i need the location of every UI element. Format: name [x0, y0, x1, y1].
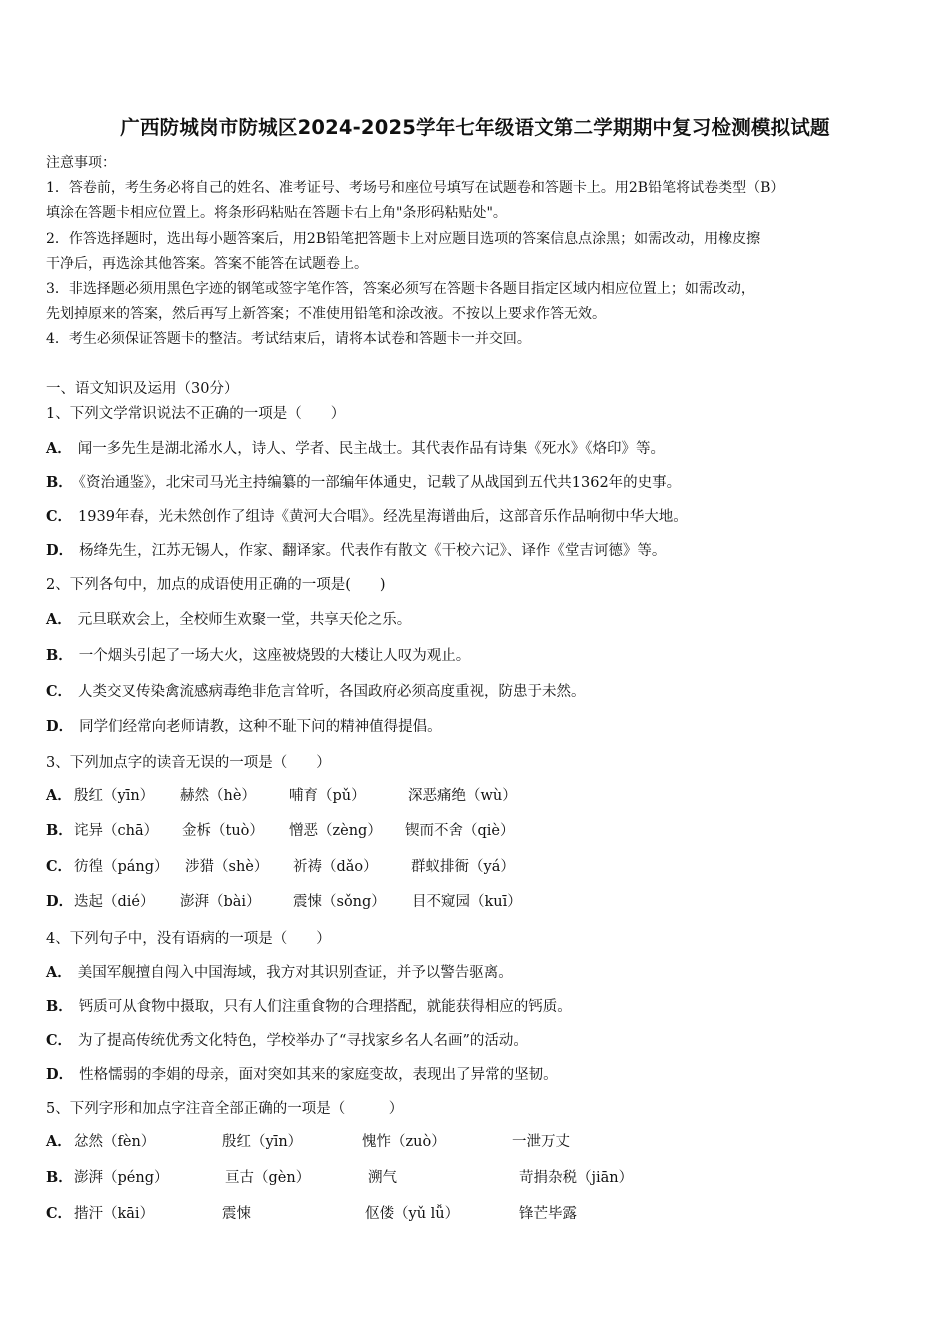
option-text: 杨绛先生，江苏无锡人，作家、翻译家。代表作有散文《干校六记》、译作《堂吉诃德》等。 [79, 543, 667, 559]
notice-line: 先划掉原来的答案，然后再写上新答案；不准使用铅笔和涂改液。不按以上要求作答无效。 [46, 306, 606, 322]
option-text: 钙质可从食物中摄取，只有人们注重食物的合理搭配，就能获得相应的钙质。 [78, 999, 572, 1015]
option-label: D． [46, 718, 74, 735]
question-4-stem: 4、下列句子中，没有语病的一项是（ ） [46, 931, 331, 947]
option-item: 憎恶（zèng） [289, 823, 382, 839]
question-1-stem: 1、下列文学常识说法不正确的一项是（ ） [46, 406, 346, 422]
notice-line: 填涂在答题卡相应位置上。将条形码粘贴在答题卡右上角"条形码粘贴处"。 [46, 205, 507, 221]
notice-line: 干净后，再选涂其他答案。答案不能答在试题卷上。 [46, 256, 368, 272]
question-1-option-c [46, 505, 688, 526]
option-item: 群蚁排衙（yá） [411, 859, 515, 875]
option-item: 金柝（tuò） [182, 823, 264, 839]
option-text: 一个烟头引起了一场大火，这座被烧毁的大楼让人叹为观止。 [78, 648, 471, 664]
option-item: 揩汗（kāi） [74, 1206, 155, 1222]
option-label: A． [46, 611, 72, 628]
question-4-option-a [46, 961, 513, 982]
option-label: A． [46, 787, 72, 804]
option-label: C． [46, 683, 73, 700]
option-item: 殷红（yīn） [74, 788, 155, 804]
notice-line: 2．作答选择题时，选出每小题答案后，用2B铅笔把答题卡上对应题目选项的答案信息点涂黑；如需改动，用橡皮擦 [46, 231, 761, 247]
option-item: 锋芒毕露 [519, 1206, 577, 1222]
notice-line: 3．非选择题必须用黑色字迹的钢笔或签字笔作答，答案必须写在答题卡各题目指定区域内相应位置上；如需改动， [46, 281, 755, 297]
exam-title: 广西防城岗市防城区2024-2025学年七年级语文第二学期期中复习检测模拟试题 [120, 116, 830, 139]
option-item: 祈祷（dǎo） [293, 859, 378, 875]
question-1-option-b [46, 471, 681, 492]
option-item: 诧异（chā） [74, 823, 159, 839]
option-item: 彷徨（páng） [74, 859, 169, 875]
option-label: C． [46, 1205, 73, 1222]
question-4-option-c [46, 1029, 528, 1050]
option-item: 锲而不舍（qiè） [405, 823, 515, 839]
question-5-stem: 5、下列字形和加点字注音全部正确的一项是（ ） [46, 1101, 404, 1117]
option-text: 美国军舰擅自闯入中国海域，我方对其识别查证，并予以警告驱离。 [77, 965, 513, 981]
option-text: 1939年春，光未然创作了组诗《黄河大合唱》。经冼星海谱曲后，这部音乐作品响彻中华大地。 [78, 509, 688, 525]
option-item: 赫然（hè） [180, 788, 256, 804]
question-2-option-d [46, 715, 442, 736]
option-label: A． [46, 1133, 72, 1150]
question-1-option-d [46, 539, 666, 560]
question-2-option-c [46, 680, 586, 701]
option-item: 忿然（fèn） [74, 1134, 156, 1150]
section-heading: 一、语文知识及运用（30分） [46, 381, 239, 397]
option-text: 性格懦弱的李娟的母亲，面对突如其来的家庭变故，表现出了异常的坚韧。 [79, 1067, 558, 1083]
option-text: 闻一多先生是湖北浠水人，诗人、学者、民主战士。其代表作品有诗集《死水》《烙印》等。 [77, 441, 666, 457]
question-4-option-b [46, 995, 572, 1016]
option-item: 哺育（pǔ） [289, 788, 366, 804]
option-item: 震悚 [222, 1206, 251, 1222]
option-text: 元旦联欢会上，全校师生欢聚一堂，共享天伦之乐。 [77, 612, 412, 628]
option-item: 苛捐杂税（jiān） [519, 1170, 634, 1186]
option-text: 为了提高传统优秀文化特色，学校举办了“寻找家乡名人名画”的活动。 [78, 1033, 528, 1049]
option-label: C． [46, 1032, 73, 1049]
option-text: 同学们经常向老师请教，这种不耻下问的精神值得提倡。 [79, 719, 442, 735]
option-item: 震悚（sǒng） [293, 894, 386, 910]
option-label: D． [46, 1066, 74, 1083]
option-label: B． [46, 822, 73, 839]
option-item: 亘古（gèn） [225, 1170, 311, 1186]
option-label: D． [46, 542, 74, 559]
option-label: B． [46, 998, 73, 1015]
option-label: C． [46, 508, 73, 525]
question-2-stem: 2、下列各句中，加点的成语使用正确的一项是( ) [46, 577, 386, 593]
question-2-option-b [46, 644, 470, 665]
question-3-stem: 3、下列加点字的读音无误的一项是（ ） [46, 755, 331, 771]
option-label: B． [46, 1169, 73, 1186]
option-item: 澎湃（péng） [74, 1170, 169, 1186]
option-item: 迭起（dié） [74, 894, 155, 910]
option-item: 愧怍（zuò） [362, 1134, 446, 1150]
notice-line: 1．答卷前，考生务必将自己的姓名、准考证号、考场号和座位号填写在试题卷和答题卡上。用2B铅笔将试卷类型（B） [46, 180, 785, 196]
option-text: 《资治通鉴》，北宋司马光主持编纂的一部编年体通史，记载了从战国到五代共1362年的史事。 [78, 475, 682, 491]
option-label: B． [46, 647, 73, 664]
notice-heading: 注意事项： [46, 155, 116, 171]
option-text: 人类交叉传染禽流感病毒绝非危言耸听，各国政府必须高度重视，防患于未然。 [78, 684, 586, 700]
option-item: 澎湃（bài） [180, 894, 261, 910]
question-2-option-a [46, 608, 411, 629]
option-label: B． [46, 474, 73, 491]
option-label: A． [46, 964, 72, 981]
option-item: 一泄万丈 [512, 1134, 570, 1150]
option-item: 深恶痛绝（wù） [408, 788, 517, 804]
question-4-option-d [46, 1063, 558, 1084]
option-item: 目不窥园（kuī） [412, 894, 522, 910]
option-item: 涉猎（shè） [185, 859, 269, 875]
option-item: 殷红（yīn） [222, 1134, 303, 1150]
notice-line: 4．考生必须保证答题卡的整洁。考试结束后，请将本试卷和答题卡一并交回。 [46, 331, 531, 347]
option-item: 伛偻（yǔ lǚ） [365, 1206, 460, 1222]
option-item: 溯气 [368, 1170, 397, 1186]
question-1-option-a [46, 437, 665, 458]
option-label: C． [46, 858, 73, 875]
option-label: A． [46, 440, 72, 457]
option-label: D． [46, 893, 74, 910]
